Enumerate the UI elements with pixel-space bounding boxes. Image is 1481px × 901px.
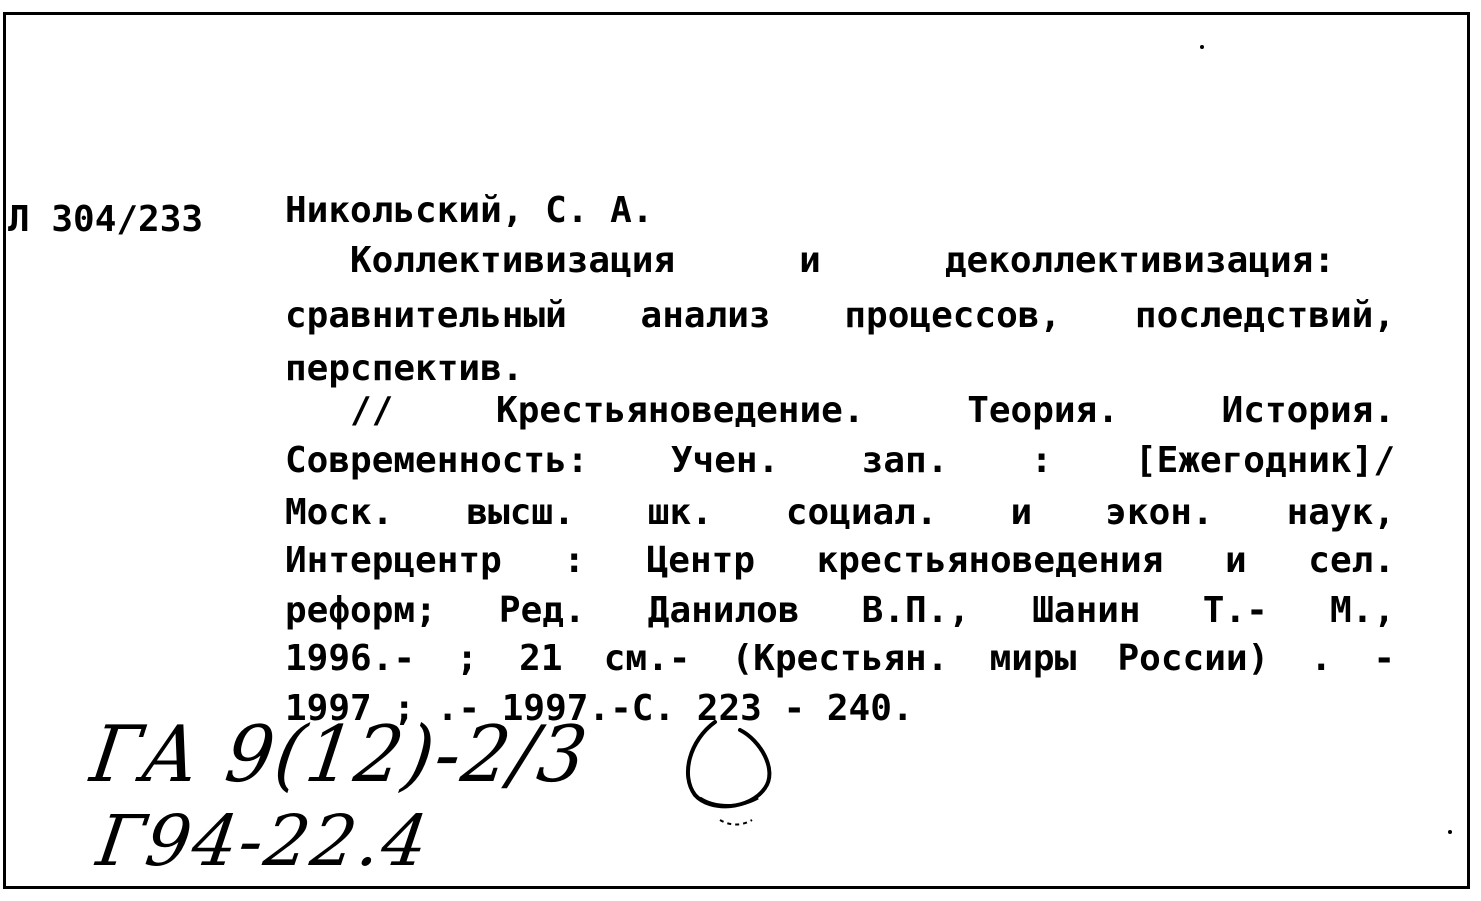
speck (1448, 830, 1452, 834)
source-line-7: 1997 ; .- 1997.-С. 223 - 240. (285, 688, 914, 729)
speck (1200, 45, 1204, 49)
source-line-6: 1996.- ; 21 см.- (Крестьян. миры России) . - (285, 638, 1395, 679)
source-line-4: Интерцентр : Центр крестьяноведения и сел. (285, 540, 1395, 581)
title-line-3: перспектив. (285, 348, 524, 389)
author-name: Никольский, С. А. (285, 190, 654, 231)
call-number: Л 304/233 (8, 199, 204, 240)
source-line-2: Современность: Учен. зап. : [Ежегодник]/ (285, 440, 1395, 481)
source-line-1: // Крестьяноведение. Теория. История. (350, 390, 1395, 431)
source-line-3: Моск. высш. шк. социал. и экон. наук, (285, 492, 1395, 533)
handwritten-classification-1: ГА 9(12)-2/3 (85, 709, 595, 801)
source-line-5: реформ; Ред. Данилов В.П., Шанин Т.- М., (285, 590, 1395, 631)
title-line-1: Коллективизация и деколлективизация: (350, 240, 1335, 281)
handwritten-classification-2: Г94-22.4 (92, 800, 435, 882)
library-stamp-mark (660, 700, 790, 840)
title-line-2: сравнительный анализ процессов, последствий, (285, 295, 1395, 336)
